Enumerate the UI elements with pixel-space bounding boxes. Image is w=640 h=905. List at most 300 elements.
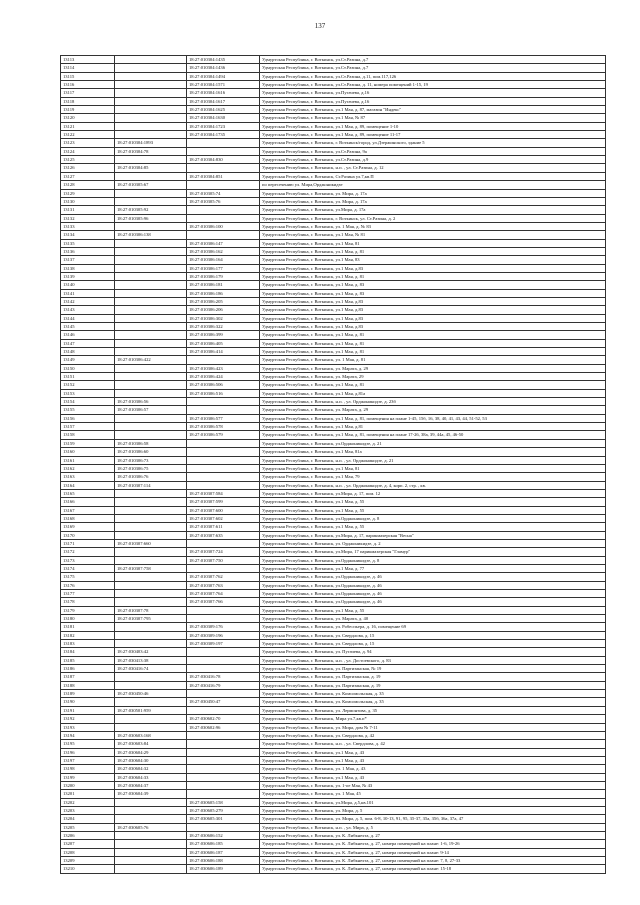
building-cadastral-number-cell: 18:27:010305:76	[187, 197, 260, 205]
row-number-cell: 13194	[61, 731, 115, 739]
building-cadastral-number-cell	[187, 181, 260, 189]
address-cell: Удмуртская Республика, г. Воткинск, ул. Свердлова, д. 42	[260, 731, 606, 739]
row-number-cell: 13176	[61, 581, 115, 589]
building-cadastral-number-cell	[187, 439, 260, 447]
table-row	[61, 164, 606, 172]
building-cadastral-number-cell: 18:27:010307:599	[187, 498, 260, 506]
land-cadastral-number-cell: 18:27:010304:85	[115, 164, 187, 172]
row-number-cell: 13138	[61, 264, 115, 272]
land-cadastral-number-cell	[115, 431, 187, 439]
building-cadastral-number-cell: 18:27:030605:279	[187, 806, 260, 814]
building-cadastral-number-cell	[187, 456, 260, 464]
land-cadastral-number-cell	[115, 489, 187, 497]
table-row	[61, 231, 606, 239]
building-cadastral-number-cell: 18:27:010306:424	[187, 373, 260, 381]
address-cell: Удмуртская Республика, г. Воткинск, Ст.Разина ул.7,кв.П	[260, 172, 606, 180]
building-cadastral-number-cell: 18:27:010307:724	[187, 548, 260, 556]
row-number-cell: 13167	[61, 506, 115, 514]
land-cadastral-number-cell	[115, 122, 187, 130]
table-row	[61, 389, 606, 397]
address-cell: Удмуртская Республика, г. Воткинск, ул.1 Мая, д. 43	[260, 756, 606, 764]
table-row	[61, 414, 606, 422]
table-row	[61, 481, 606, 489]
land-cadastral-number-cell	[115, 573, 187, 581]
address-cell: Удмуртская Республика, г. Воткинск, ул.1 Мая, д. 55	[260, 506, 606, 514]
row-number-cell: 13192	[61, 715, 115, 723]
building-cadastral-number-cell	[187, 206, 260, 214]
table-row	[61, 189, 606, 197]
address-cell: Удмуртская Республика, г. Воткинск, ул.1 Мая, д. 81, помещения на плане 17-26, 38а, 39, 44а, 45, 46-50	[260, 431, 606, 439]
address-cell: Удмуртская Республика, г. Воткинск, ул. Мира, д. 17а	[260, 189, 606, 197]
address-cell: Удмуртская Республика, г. Воткинск, ул.Мира, 17 парикмахерская "Гламур"	[260, 548, 606, 556]
land-cadastral-number-cell: 18:27:010306:58	[115, 439, 187, 447]
building-cadastral-number-cell: 18:27:010304:1435	[187, 56, 260, 64]
land-cadastral-number-cell: 18:27:010305:92	[115, 206, 187, 214]
address-cell: Удмуртская Республика, г. Воткинск, ул. 1-ое Мая, № 43	[260, 781, 606, 789]
table-row	[61, 573, 606, 581]
row-number-cell: 13185	[61, 656, 115, 664]
land-cadastral-number-cell	[115, 640, 187, 648]
land-cadastral-number-cell: 18:27:010306:56	[115, 398, 187, 406]
address-cell: Удмуртская Республика, г. Воткинск, н.п. , ул. Свердлова, д. 42	[260, 740, 606, 748]
address-cell: Удмуртская Республика, г. Воткинск, ул. Комсомольская, д. 35	[260, 690, 606, 698]
building-cadastral-number-cell	[187, 648, 260, 656]
building-cadastral-number-cell: 18:27:010306:147	[187, 239, 260, 247]
table-row	[61, 648, 606, 656]
row-number-cell: 13193	[61, 723, 115, 731]
table-row	[61, 865, 606, 873]
row-number-cell: 13143	[61, 306, 115, 314]
address-cell: Удмуртская Республика, г. Воткинск, ул.1 Мая, д. 81	[260, 247, 606, 255]
land-cadastral-number-cell	[115, 590, 187, 598]
row-number-cell: 13170	[61, 531, 115, 539]
building-cadastral-number-cell: 18:27:010306:506	[187, 381, 260, 389]
table-row	[61, 106, 606, 114]
building-cadastral-number-cell: 18:27:030606:189	[187, 865, 260, 873]
address-cell: Удмуртская Республика, г. Воткинск, ул.1 Мая, д. 77	[260, 564, 606, 572]
row-number-cell: 13206	[61, 831, 115, 839]
row-number-cell: 13154	[61, 398, 115, 406]
table-row	[61, 831, 606, 839]
land-cadastral-number-cell	[115, 306, 187, 314]
row-number-cell: 13114	[61, 64, 115, 72]
address-cell: Удмуртская Республика, г. Воткинск, ул.Орджоникидзе, д. 8	[260, 556, 606, 564]
address-cell: Удмуртская Республика, г. Воткинск, ул.Орджоникидзе, д. 46	[260, 598, 606, 606]
address-cell: Удмуртская Республика, г. Воткинск, ул. Партизанская, д. 19	[260, 673, 606, 681]
row-number-cell: 13184	[61, 648, 115, 656]
land-cadastral-number-cell	[115, 715, 187, 723]
land-cadastral-number-cell	[115, 556, 187, 564]
building-cadastral-number-cell: 18:27:010306:322	[187, 323, 260, 331]
land-cadastral-number-cell	[115, 514, 187, 522]
address-cell: Удмуртская Республика, г. Воткинск, ул. Свердлова, д. 15	[260, 640, 606, 648]
row-number-cell: 13122	[61, 131, 115, 139]
building-cadastral-number-cell: 18:27:010307:750	[187, 556, 260, 564]
table-row	[61, 256, 606, 264]
table-row	[61, 581, 606, 589]
building-cadastral-number-cell: 18:27:030606:152	[187, 831, 260, 839]
building-cadastral-number-cell: 18:27:010304:830	[187, 156, 260, 164]
building-cadastral-number-cell: 18:27:010306:302	[187, 314, 260, 322]
address-cell: Удмуртская Республика, г. Воткинск, ул.Пугачева, д.16	[260, 97, 606, 105]
building-cadastral-number-cell: 18:27:010304:1735	[187, 131, 260, 139]
land-cadastral-number-cell: 18:27:030501:959	[115, 706, 187, 714]
address-cell: Удмуртская Республика, г. Воткинск, ул.Ст.Разина, д.7	[260, 56, 606, 64]
row-number-cell: 13186	[61, 665, 115, 673]
land-cadastral-number-cell	[115, 506, 187, 514]
table-row	[61, 857, 606, 865]
building-cadastral-number-cell	[187, 781, 260, 789]
address-cell: Удмуртская Республика, г. Воткинск, ул.1 Мая, 81	[260, 239, 606, 247]
address-cell: Удмуртская Республика, г. Воткинск, ул.Орджоникидзе, д. 8	[260, 514, 606, 522]
land-cadastral-number-cell	[115, 373, 187, 381]
row-number-cell: 13158	[61, 431, 115, 439]
row-number-cell: 13163	[61, 473, 115, 481]
row-number-cell: 13178	[61, 598, 115, 606]
table-row	[61, 297, 606, 305]
row-number-cell: 13137	[61, 256, 115, 264]
table-row	[61, 690, 606, 698]
land-cadastral-number-cell: 18:27:010307:758	[115, 564, 187, 572]
table-row	[61, 506, 606, 514]
row-number-cell: 13119	[61, 106, 115, 114]
land-cadastral-number-cell	[115, 548, 187, 556]
row-number-cell: 13149	[61, 356, 115, 364]
building-cadastral-number-cell: 18:27:010306:206	[187, 306, 260, 314]
land-cadastral-number-cell	[115, 857, 187, 865]
building-cadastral-number-cell: 18:27:010307:764	[187, 590, 260, 598]
building-cadastral-number-cell: 18:27:010307:602	[187, 514, 260, 522]
address-cell: Удмуртская Республика, г. Воткинск, ул.Ст.Разина, д.9	[260, 156, 606, 164]
building-cadastral-number-cell: 18:27:010304:1630	[187, 114, 260, 122]
land-cadastral-number-cell: 18:27:030413:38	[115, 656, 187, 664]
address-cell: Удмуртская Республика, г. Воткинск, ул.1 Мая, 81	[260, 464, 606, 472]
building-cadastral-number-cell: 18:27:010304:1436	[187, 64, 260, 72]
land-cadastral-number-cell	[115, 264, 187, 272]
land-cadastral-number-cell	[115, 414, 187, 422]
building-cadastral-number-cell: 18:27:030450:47	[187, 698, 260, 706]
table-row	[61, 172, 606, 180]
address-cell: Удмуртская Республика, г. Воткинск, ул.Орджоникидзе, д. 46	[260, 581, 606, 589]
land-cadastral-number-cell: 18:27:010307:114	[115, 481, 187, 489]
building-cadastral-number-cell: 18:27:010307:584	[187, 489, 260, 497]
building-cadastral-number-cell: 18:27:030309:176	[187, 623, 260, 631]
address-cell: Удмуртская Республика, г. Воткинск, ул.Ст.Разина, 9а	[260, 147, 606, 155]
address-cell: Удмуртская Республика, г. Воткинск, ул.Пугачева, д.16	[260, 89, 606, 97]
address-cell: Удмуртская Республика, г. Воткинск, ул.1 Мая, № 81	[260, 231, 606, 239]
table-row	[61, 806, 606, 814]
address-cell: Удмуртская Республика, г. Воткинск, ул.1 Мая, д.81а	[260, 389, 606, 397]
table-row	[61, 556, 606, 564]
row-number-cell: 13183	[61, 640, 115, 648]
table-row	[61, 631, 606, 639]
building-cadastral-number-cell	[187, 464, 260, 472]
table-row	[61, 89, 606, 97]
row-number-cell: 13188	[61, 681, 115, 689]
address-cell: Удмуртская Республика, г. Воткинск, н.п. , ул. Орджоникидзе, д. 23б	[260, 398, 606, 406]
row-number-cell: 13117	[61, 89, 115, 97]
building-cadastral-number-cell	[187, 756, 260, 764]
address-cell: Удмуртская Республика, г. Воткинск, ул.Ст.Разина, д. 11, номера помещений 1-15, 19	[260, 81, 606, 89]
address-cell: Удмуртская Республика, г. Воткинск, ул. Мира, д. 17а	[260, 197, 606, 205]
address-cell: Удмуртская Республика, г. Воткинск, ул.1 Мая, д. 81, помещения на плане 1-45, 15б, 16, 38, 40, 41, 43, 44, 51-52, 53	[260, 414, 606, 422]
address-cell: Удмуртская Республика, г. Воткинск, г. Воткинск/город, ул.Дзержинского, здание 5	[260, 139, 606, 147]
building-cadastral-number-cell	[187, 231, 260, 239]
land-cadastral-number-cell	[115, 865, 187, 873]
address-cell: Удмуртская Республика, г. Воткинск, ул.Мира, д. 17, парикмахерская "Весна"	[260, 531, 606, 539]
building-cadastral-number-cell	[187, 147, 260, 155]
table-row	[61, 373, 606, 381]
address-cell: Удмуртская Республика, г. Воткинск, ул. Пугачева, д. 94	[260, 648, 606, 656]
land-cadastral-number-cell: 18:27:010304:1893	[115, 139, 187, 147]
address-cell: Удмуртская Республика, г. Воткинск, ул.1 Мая, д. 43	[260, 773, 606, 781]
table-row	[61, 464, 606, 472]
building-cadastral-number-cell: 18:27:030602:70	[187, 715, 260, 723]
land-cadastral-number-cell	[115, 348, 187, 356]
row-number-cell: 13120	[61, 114, 115, 122]
land-cadastral-number-cell	[115, 798, 187, 806]
land-cadastral-number-cell: 18:27:010306:76	[115, 473, 187, 481]
table-row	[61, 423, 606, 431]
row-number-cell: 13198	[61, 765, 115, 773]
building-cadastral-number-cell: 18:27:010307:600	[187, 506, 260, 514]
land-cadastral-number-cell: 18:27:010306:73	[115, 456, 187, 464]
land-cadastral-number-cell	[115, 156, 187, 164]
address-cell: Удмуртская Республика, г. Воткинск, ул. К. Либкнехта, д. 27, номера помещений на плане: 15-18	[260, 865, 606, 873]
table-row	[61, 473, 606, 481]
table-row	[61, 606, 606, 614]
address-cell: Удмуртская Республика, г. Воткинск, ул. Мира, д. 5, пом. 6-8, 10-13, 91, 95, 35-37, 35а, 35б, 36а, 37а, 47	[260, 815, 606, 823]
table-row	[61, 790, 606, 798]
row-number-cell: 13140	[61, 281, 115, 289]
building-cadastral-number-cell	[187, 398, 260, 406]
row-number-cell: 13155	[61, 406, 115, 414]
row-number-cell: 13205	[61, 823, 115, 831]
table-row	[61, 823, 606, 831]
table-row	[61, 748, 606, 756]
row-number-cell: 13164	[61, 481, 115, 489]
land-cadastral-number-cell	[115, 531, 187, 539]
land-cadastral-number-cell: 18:27:010306:138	[115, 231, 187, 239]
building-cadastral-number-cell	[187, 690, 260, 698]
building-cadastral-number-cell	[187, 765, 260, 773]
table-row	[61, 139, 606, 147]
table-row	[61, 498, 606, 506]
table-row	[61, 656, 606, 664]
building-cadastral-number-cell	[187, 539, 260, 547]
land-cadastral-number-cell	[115, 848, 187, 856]
address-cell: Удмуртская Республика, г. Воткинск, ул. Марата, д. 29	[260, 406, 606, 414]
land-cadastral-number-cell	[115, 723, 187, 731]
building-cadastral-number-cell: 18:27:010306:405	[187, 339, 260, 347]
row-number-cell: 13189	[61, 690, 115, 698]
address-cell: Удмуртская Республика, г. Воткинск, ул.Мира, д. 17, пом. 12	[260, 489, 606, 497]
table-row	[61, 706, 606, 714]
row-number-cell: 13191	[61, 706, 115, 714]
land-cadastral-number-cell	[115, 256, 187, 264]
building-cadastral-number-cell: 18:27:030606:188	[187, 857, 260, 865]
address-cell: Удмуртская Республика, г. Воткинск, ул. К. Либкнехта, д. 27	[260, 831, 606, 839]
table-row	[61, 181, 606, 189]
row-number-cell: 13165	[61, 489, 115, 497]
row-number-cell: 13130	[61, 197, 115, 205]
land-cadastral-number-cell	[115, 331, 187, 339]
building-cadastral-number-cell	[187, 790, 260, 798]
land-cadastral-number-cell: 18:27:010306:75	[115, 464, 187, 472]
building-cadastral-number-cell: 18:27:010306:181	[187, 281, 260, 289]
address-cell: Удмуртская Республика, г. Воткинск, ул.Мира, д.5,кв.101	[260, 798, 606, 806]
address-cell: Удмуртская Республика, г. Воткинск, ул. Орджоникидзе, д. 2	[260, 539, 606, 547]
land-cadastral-number-cell	[115, 806, 187, 814]
row-number-cell: 13173	[61, 556, 115, 564]
building-cadastral-number-cell: 18:27:010304:1625	[187, 106, 260, 114]
row-number-cell: 13141	[61, 289, 115, 297]
row-number-cell: 13208	[61, 848, 115, 856]
row-number-cell: 13200	[61, 781, 115, 789]
table-row	[61, 681, 606, 689]
building-cadastral-number-cell: 18:27:010304:1571	[187, 81, 260, 89]
building-cadastral-number-cell	[187, 740, 260, 748]
address-cell: Удмуртская Республика, г. Воткинск, ул. Лермонтова, д. 35	[260, 706, 606, 714]
table-row	[61, 773, 606, 781]
table-row	[61, 314, 606, 322]
land-cadastral-number-cell	[115, 815, 187, 823]
table-row	[61, 840, 606, 848]
row-number-cell: 13195	[61, 740, 115, 748]
land-cadastral-number-cell: 18:27:030604:32	[115, 765, 187, 773]
row-number-cell: 13161	[61, 456, 115, 464]
row-number-cell: 13160	[61, 448, 115, 456]
table-row	[61, 439, 606, 447]
address-cell: Удмуртская Республика, г. Воткинск, ул. Марата, 29	[260, 373, 606, 381]
land-cadastral-number-cell: 18:27:030603:168	[115, 731, 187, 739]
address-cell: Удмуртская Республика, г. Воткинск, ул.1 Мая, д. 81	[260, 272, 606, 280]
table-row	[61, 306, 606, 314]
address-cell: Удмуртская Республика, г. Воткинск, ул.1 Мая, д. 83	[260, 281, 606, 289]
land-cadastral-number-cell	[115, 423, 187, 431]
land-cadastral-number-cell: 18:27:010307:660	[115, 539, 187, 547]
building-cadastral-number-cell: 18:27:030602:96	[187, 723, 260, 731]
table-row	[61, 815, 606, 823]
row-number-cell: 13166	[61, 498, 115, 506]
land-cadastral-number-cell	[115, 840, 187, 848]
address-cell: Удмуртская Республика, г. Воткинск, ул.1 Мая, д.83	[260, 314, 606, 322]
row-number-cell: 13132	[61, 214, 115, 222]
land-cadastral-number-cell	[115, 498, 187, 506]
table-row	[61, 272, 606, 280]
row-number-cell: 13174	[61, 564, 115, 572]
land-cadastral-number-cell: 18:27:010305:96	[115, 214, 187, 222]
land-cadastral-number-cell	[115, 247, 187, 255]
address-cell: Удмуртская Республика, г. Воткинск, ул.1 Мая, д. 83	[260, 289, 606, 297]
address-cell: Удмуртская Республика, г. Воткинск, ул.1 Мая, д. 81	[260, 348, 606, 356]
row-number-cell: 13129	[61, 189, 115, 197]
building-cadastral-number-cell: 18:27:010306:205	[187, 297, 260, 305]
row-number-cell: 13182	[61, 631, 115, 639]
row-number-cell: 13172	[61, 548, 115, 556]
address-cell: Удмуртская Республика, г. Воткинск, н.п. , ул. Мира, д. 5	[260, 823, 606, 831]
building-cadastral-number-cell	[187, 214, 260, 222]
building-cadastral-number-cell: 18:27:010307:635	[187, 531, 260, 539]
row-number-cell: 13209	[61, 857, 115, 865]
row-number-cell: 13134	[61, 231, 115, 239]
building-cadastral-number-cell	[187, 481, 260, 489]
building-cadastral-number-cell: 18:27:030606:185	[187, 840, 260, 848]
table-row	[61, 72, 606, 80]
table-row	[61, 765, 606, 773]
address-cell: Удмуртская Республика, г. Воткинск, Мира ул.7,кв.п*	[260, 715, 606, 723]
address-cell: Удмуртская Республика, г. Воткинск, ул. Мира, дом № 7-11	[260, 723, 606, 731]
table-row	[61, 598, 606, 606]
building-cadastral-number-cell: 18:27:010306:399	[187, 331, 260, 339]
building-cadastral-number-cell	[187, 773, 260, 781]
table-row	[61, 523, 606, 531]
address-cell: Удмуртская Республика, г. Воткинск, ул.1 Мая, д. 89, помещение 1-10	[260, 122, 606, 130]
land-cadastral-number-cell	[115, 272, 187, 280]
address-cell: Удмуртская Республика, г. Воткинск, ул.Орджоникидзе, д. 46	[260, 590, 606, 598]
address-cell: Удмуртская Республика, г. Воткинск, ул. 1 Мая, д. № 83	[260, 222, 606, 230]
row-number-cell: 13145	[61, 323, 115, 331]
building-cadastral-number-cell	[187, 564, 260, 572]
building-cadastral-number-cell: 18:27:010304:1616	[187, 89, 260, 97]
building-cadastral-number-cell: 18:27:010304:1494	[187, 72, 260, 80]
land-cadastral-number-cell	[115, 114, 187, 122]
address-cell: Удмуртская Республика, г. Воткинск, ул.1 Мая, д. 81	[260, 331, 606, 339]
land-cadastral-number-cell	[115, 623, 187, 631]
address-cell: Удмуртская Республика, г. Воткинск, ул.1 Мая, д.81	[260, 423, 606, 431]
row-number-cell: 13124	[61, 147, 115, 155]
table-row	[61, 740, 606, 748]
land-cadastral-number-cell: 18:27:030603:84	[115, 740, 187, 748]
address-cell: Удмуртская Республика, г. Воткинск, ул. Комсомольская, д. 35	[260, 698, 606, 706]
building-cadastral-number-cell	[187, 665, 260, 673]
address-cell: Удмуртская Республика, г. Воткинск, ул.1 Мая, д. 55	[260, 606, 606, 614]
land-cadastral-number-cell	[115, 831, 187, 839]
address-cell: Удмуртская Республика, г. Воткинск, н.п. , ул. Достоевского, д. 83	[260, 656, 606, 664]
table-row	[61, 122, 606, 130]
land-cadastral-number-cell	[115, 289, 187, 297]
building-cadastral-number-cell: 18:27:010304:851	[187, 172, 260, 180]
land-cadastral-number-cell: 18:27:010306:57	[115, 406, 187, 414]
building-cadastral-number-cell	[187, 139, 260, 147]
row-number-cell: 13171	[61, 539, 115, 547]
table-row	[61, 239, 606, 247]
table-row	[61, 431, 606, 439]
table-row	[61, 222, 606, 230]
building-cadastral-number-cell: 18:27:010306:516	[187, 389, 260, 397]
land-cadastral-number-cell: 18:27:010307:795	[115, 615, 187, 623]
land-cadastral-number-cell: 18:27:010307:78	[115, 606, 187, 614]
row-number-cell: 13136	[61, 247, 115, 255]
address-cell: Удмуртская Республика, г. Воткинск, ул.1 Мая, д. 87, магазин "Индекс"	[260, 106, 606, 114]
table-row	[61, 698, 606, 706]
land-cadastral-number-cell	[115, 598, 187, 606]
land-cadastral-number-cell	[115, 64, 187, 72]
table-row	[61, 131, 606, 139]
table-row	[61, 247, 606, 255]
land-cadastral-number-cell	[115, 197, 187, 205]
row-number-cell: 13201	[61, 790, 115, 798]
building-cadastral-number-cell: 18:27:030606:187	[187, 848, 260, 856]
building-cadastral-number-cell: 18:27:030309:197	[187, 640, 260, 648]
building-cadastral-number-cell	[187, 748, 260, 756]
table-row	[61, 456, 606, 464]
building-cadastral-number-cell: 18:27:030605:301	[187, 815, 260, 823]
address-cell: Удмуртская Республика, г. Воткинск, ул.1 Мая, д.83	[260, 306, 606, 314]
row-number-cell: 13210	[61, 865, 115, 873]
address-cell: Удмуртская Республика, г. Воткинск, ул. 1 Мая, 45	[260, 790, 606, 798]
land-cadastral-number-cell	[115, 81, 187, 89]
